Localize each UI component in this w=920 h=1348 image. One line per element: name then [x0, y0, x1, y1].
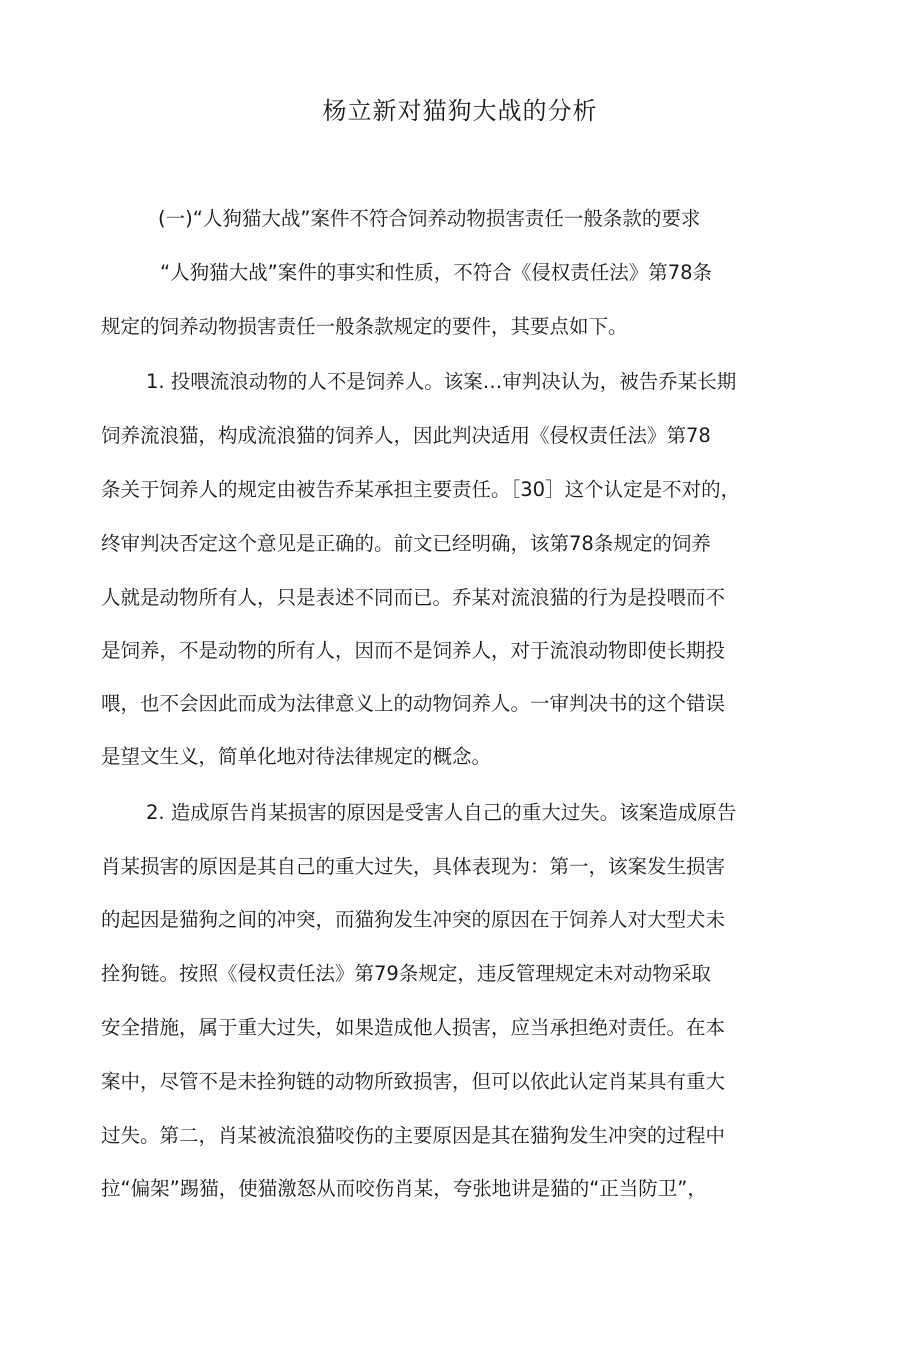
paragraph-line: 肖某损害的原因是其自己的重大过失，具体表现为：第一，该案发生损害: [101, 855, 726, 878]
paragraph-line: 是饲养，不是动物的所有人，因而不是饲养人，对于流浪动物即使长期投: [101, 639, 726, 662]
paragraph-line: 人就是动物所有人，只是表述不同而已。乔某对流浪猫的行为是投喂而不: [101, 586, 726, 609]
paragraph-line: 安全措施，属于重大过失，如果造成他人损害，应当承担绝对责任。在本: [101, 1016, 726, 1039]
paragraph-line: 饲养流浪猫，构成流浪猫的饲养人，因此判决适用《侵权责任法》第78: [101, 424, 711, 447]
section-heading: (一)“人狗猫大战”案件不符合饲养动物损害责任一般条款的要求: [158, 207, 701, 230]
paragraph-line: 过失。第二，肖某被流浪猫咬伤的主要原因是其在猫狗发生冲突的过程中: [101, 1124, 726, 1147]
paragraph-line: 规定的饲养动物损害责任一般条款规定的要件，其要点如下。: [101, 315, 628, 338]
paragraph-line: 的起因是猫狗之间的冲突，而猫狗发生冲突的原因在于饲养人对大型犬未: [101, 908, 726, 931]
paragraph-line: 条关于饲养人的规定由被告乔某承担主要责任。［30］这个认定是不对的，: [101, 478, 741, 501]
paragraph-line: 终审判决否定这个意见是正确的。前文已经明确，该第78条规定的饲养: [101, 532, 711, 555]
paragraph-line: 拴狗链。按照《侵权责任法》第79条规定，违反管理规定未对动物采取: [101, 962, 711, 985]
document-title: 杨立新对猫狗大战的分析: [322, 97, 598, 125]
paragraph-line: 2. 造成原告肖某损害的原因是受害人自己的重大过失。该案造成原告: [146, 801, 737, 824]
paragraph-line: “人狗猫大战”案件的事实和性质，不符合《侵权责任法》第78条: [160, 261, 713, 284]
paragraph-line: 喂，也不会因此而成为法律意义上的动物饲养人。一审判决书的这个错误: [101, 692, 726, 715]
paragraph-line: 案中，尽管不是未拴狗链的动物所致损害，但可以依此认定肖某具有重大: [101, 1070, 726, 1093]
paragraph-line: 拉“偏架”踢猫，使猫激怒从而咬伤肖某，夸张地讲是猫的“正当防卫”，: [101, 1177, 707, 1200]
paragraph-line: 1. 投喂流浪动物的人不是饲养人。该案…审判决认为，被告乔某长期: [146, 370, 737, 393]
paragraph-line: 是望文生义，简单化地对待法律规定的概念。: [101, 745, 492, 768]
